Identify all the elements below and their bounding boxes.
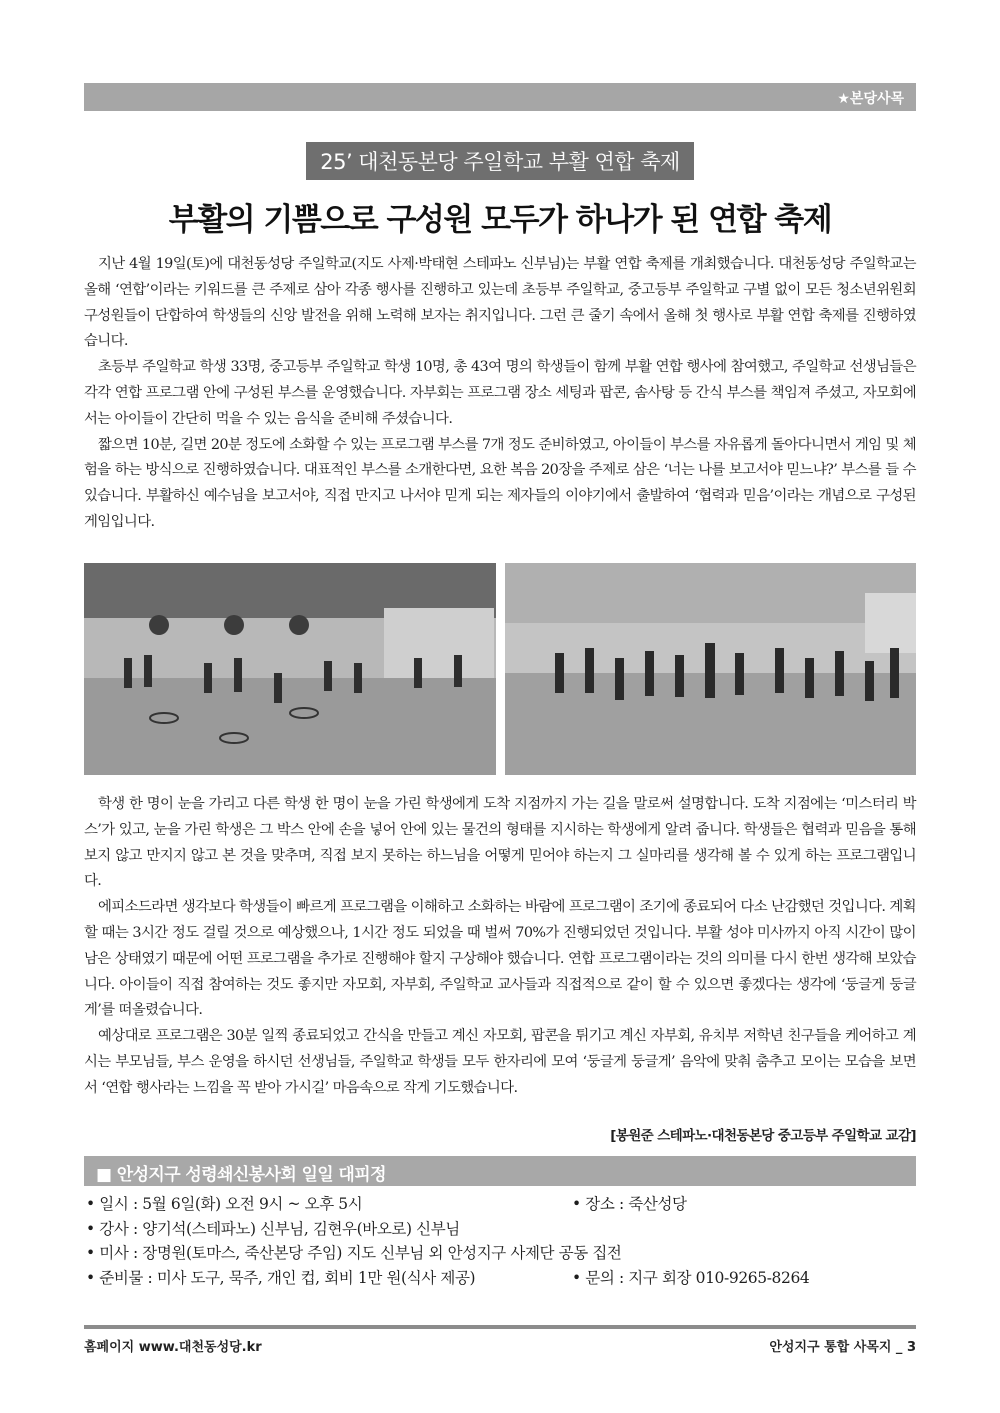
notice-date: • 일시 : 5월 6일(화) 오전 9시 ~ 오후 5시 [86,1195,363,1213]
paragraph: 학생 한 명이 눈을 가리고 다른 학생 한 명이 눈을 가린 학생에게 도착 지점까지 가는 길을 말로써 설명합니다. 도착 지점에는 ‘미스터리 박스’가 있고, 눈을 가린 학생은 그 박스 안에 손을 넣어 안에 있는 물건의 형태를 지시하는 학생에게 알려 줍니다. 학생들은 협력과 믿음을 통해 보지 않고 만지지 않고 본 것을 맞추며, 직접 보지 못하는 하느님을 어떻게 믿어야 하는지 그 실마리를 생각해 볼 수 있게 하는 프로그램입니다. [84,796,916,890]
article-headline: 부활의 기쁨으로 구성원 모두가 하나가 된 연합 축제 [168,202,832,238]
notice-title: ■ 안성지구 성령쇄신봉사회 일일 대피정 [96,1165,386,1185]
paragraph: 예상대로 프로그램은 30분 일찍 종료되었고 간식을 만들고 계신 자모회, 팝콘을 튀기고 계신 자부회, 유치부 저학년 친구들을 케어하고 계시는 부모님들, 부스 운영을 하시던 선생님들, 주일학교 학생들 모두 한자리에 모여 ‘둥글게 둥글게’ 음악에 맞춰 춤추고 모이는 모습을 보면서 ‘연합 행사라는 느낌을 꼭 받아 가시길’ 마음속으로 작게 기도했습니다. [84,1028,916,1096]
section-label: ★본당사목 [837,91,904,107]
article-byline: [봉원준 스테파노·대천동본당 중고등부 주일학교 교감] [610,1128,916,1144]
paragraph: 초등부 주일학교 학생 33명, 중고등부 주일학교 학생 10명, 총 43여 명의 학생들이 함께 부활 연합 행사에 참여했고, 주일학교 선생님들은 각각 연합 프로그램 안에 구성된 부스를 운영했습니다. 자부회는 프로그램 장소 세팅과 팝콘, 솜사탕 등 간식 부스를 책임져 주셨고, 자모회에서는 아이들이 간단히 먹을 수 있는 음식을 준비해 주셨습니다. [84,359,916,427]
notice-row [86,1192,916,1217]
footer-divider [84,1325,916,1329]
notice-list [86,1192,916,1290]
notice-row [86,1266,916,1291]
notice-row [86,1241,916,1266]
paragraph: 지난 4월 19일(토)에 대천동성당 주일학교(지도 사제·박태현 스테파노 신부님)는 부활 연합 축제를 개최했습니다. 대천동성당 주일학교는 올해 ‘연합’이라는 키워드를 큰 주제로 삼아 각종 행사를 진행하고 있는데 초등부 주일학교, 중고등부 주일학교 구별 없이 모든 청소년위원회 구성원들이 단합하여 학생들의 신앙 발전을 위해 노력해 보자는 취지입니다. 그런 큰 줄기 속에서 올해 첫 행사로 부활 연합 축제를 진행하였습니다. [84,256,916,350]
notice-lecturers: • 강사 : 양기석(스테파노) 신부님, 김현우(바오로) 신부님 [86,1219,460,1238]
event-photo-left [84,563,496,775]
notice-supplies: • 준비물 : 미사 도구, 묵주, 개인 컵, 회비 1만 원(식사 제공) [86,1268,476,1287]
section-header-bar [84,83,916,111]
footer-homepage: 홈페이지 www.대천동성당.kr [84,1340,262,1355]
notice-mass: • 미사 : 장명원(토마스, 죽산본당 주임) 지도 신부님 외 안성지구 사제단 공동 집전 [86,1244,622,1262]
article-kicker: 25’ 대천동본당 주일학교 부활 연합 축제 [306,142,694,180]
event-photo-right [505,563,916,775]
kicker-wrap [0,142,1000,180]
paragraph: 에피소드라면 생각보다 학생들이 빠르게 프로그램을 이해하고 소화하는 바람에 프로그램이 조기에 종료되어 다소 난감했던 것입니다. 계획할 때는 3시간 정도 걸릴 것으로 예상했으나, 1시간 정도 되었을 때 벌써 70%가 진행되었던 것입니다. 부활 성야 미사까지 아직 시간이 많이 남은 상태였기 때문에 어떤 프로그램을 추가로 진행해야 할지 구상해야 했습니다. 연합 프로그램이라는 것의 의미를 다시 한번 생각해 보았습니다. 아이들이 직접 참여하는 것도 좋지만 자모회, 자부회, 주일학교 교사들과 직접적으로 같이 할 수 있으면 좋겠다는 생각에 ‘둥글게 둥글게’를 떠올렸습니다. [84,899,916,1019]
footer-page-label: 안성지구 통합 사목지 _ 3 [769,1340,916,1355]
article-body-top [84,252,916,536]
notice-place: • 장소 : 죽산성당 [572,1195,687,1213]
paragraph: 짧으면 10분, 길면 20분 정도에 소화할 수 있는 프로그램 부스를 7개 정도 준비하였고, 아이들이 부스를 자유롭게 돌아다니면서 게임 및 체험을 하는 방식으로 진행하였습니다. 대표적인 부스를 소개한다면, 요한 복음 20장을 주제로 삼은 ‘너는 나를 보고서야 믿느냐?’ 부스를 들 수 있습니다. 부활하신 예수님을 보고서야, 직접 만지고 나서야 믿게 되는 제자들의 이야기에서 출발하여 ‘협력과 믿음’이라는 개념으로 구성된 게임입니다. [84,436,916,530]
article-body-bottom [84,792,916,1102]
notice-row [86,1217,916,1242]
notice-title-bar [84,1156,916,1186]
notice-contact: • 문의 : 지구 회장 010-9265-8264 [572,1268,810,1287]
